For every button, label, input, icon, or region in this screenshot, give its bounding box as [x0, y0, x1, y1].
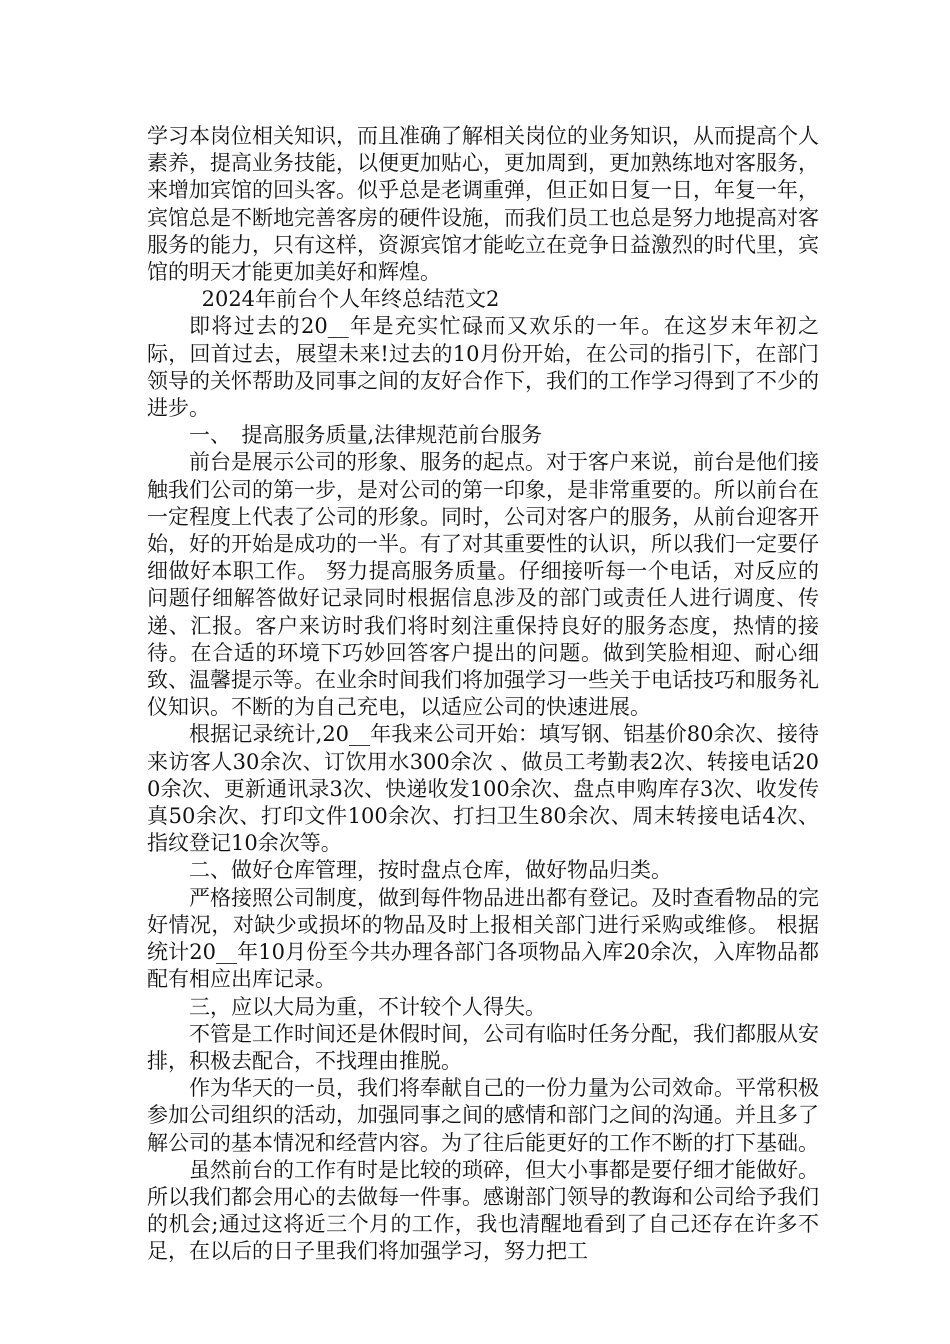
paragraph-obey: 不管是工作时间还是休假时间，公司有临时任务分配，我们都服从安排，积极去配合，不找理由推脱。 — [147, 1021, 819, 1073]
paragraph-warehouse: 严格接照公司制度，做到每件物品进出都有登记。及时查看物品的完好情况，对缺少或损坏的物品及时上报相关部门进行采购或维修。 根据统计20__年10月份至今共办理各部门各项物品入库20余次，入库物品都配有相应出库记录。 — [147, 885, 819, 992]
paragraph-continuation: 学习本岗位相关知识，而且准确了解相关岗位的业务知识，从而提高个人素养，提高业务技能，以便更加贴心，更加周到，更加熟练地对客服务，来增加宾馆的回头客。似乎总是老调重弹，但正如日复一日，年复一年，宾馆总是不断地完善客房的硬件设施，而我们员工也总是努力地提高对客服务的能力，只有这样，资源宾馆才能屹立在竞争日益激烈的时代里，宾馆的明天才能更加美好和辉煌。 — [147, 124, 819, 285]
paragraph-closing: 虽然前台的工作有时是比较的琐碎，但大小事都是要仔细才能做好。所以我们都会用心的去做每一件事。感谢部门领导的教诲和公司给予我们的机会;通过这将近三个月的工作，我也清醒地看到了自己还存在许多不足，在以后的日子里我们将加强学习，努力把工 — [147, 1157, 819, 1264]
heading-three: 三，应以大局为重，不计较个人得失。 — [189, 994, 546, 1019]
paragraph-front-desk: 前台是展示公司的形象、服务的起点。对于客户来说，前台是他们接触我们公司的第一步，是对公司的第一印象，是非常重要的。所以前台在一定程度上代表了公司的形象。同时，公司对客户的服务，从前台迎客开始，好的开始是成功的一半。有了对其重要性的认识，所以我们一定要仔细做好本职工作。 努力提高服务质量。仔细接听每一个电话，对反应的问题仔细解答做好记录同时根据信息涉及的部门或责任人进行调度、传递、汇报。客户来访时我们将时刻注重保持良好的服务态度，热情的接待。在合适的环境下巧妙回答客户提出的问题。做到笑脸相迎、耐心细致、温馨提示等。在业余时间我们将加强学习一些关于电话技巧和服务礼仪知识。不断的为自己充电，以适应公司的快速进展。 — [147, 450, 819, 720]
section-title: 2024年前台个人年终总结范文2 — [201, 287, 500, 312]
heading-two: 二、做好仓库管理，按时盘点仓库，做好物品归类。 — [189, 858, 672, 883]
heading-one: 一、 提高服务质量,法律规范前台服务 — [189, 423, 543, 448]
paragraph-statistics: 根据记录统计,20__年我来公司开始：填写钢、铝基价80余次、接待来访客人30余次、订饮用水300余次 、做员工考勤表2次、转接电话200余次、更新通讯录3次、快递收发100余次、盘点申购库存3次、收发传真50余次、打印文件100余次、打扫卫生80余次、周末转接电话4次、指纹登记10余次等。 — [147, 722, 819, 856]
document-page — [147, 123, 819, 1266]
paragraph-intro: 即将过去的20__年是充实忙碌而又欢乐的一年。在这岁末年初之际，回首过去，展望未来!过去的10月份开始，在公司的指引下，在部门领导的关怀帮助及同事之间的友好合作下，我们的工作学习得到了不少的进步。 — [147, 314, 819, 421]
paragraph-member: 作为华天的一员，我们将奉献自己的一份力量为公司效命。平常积极参加公司组织的活动，加强同事之间的感情和部门之间的沟通。并且多了解公司的基本情况和经营内容。为了往后能更好的工作不断的打下基础。 — [147, 1076, 819, 1155]
